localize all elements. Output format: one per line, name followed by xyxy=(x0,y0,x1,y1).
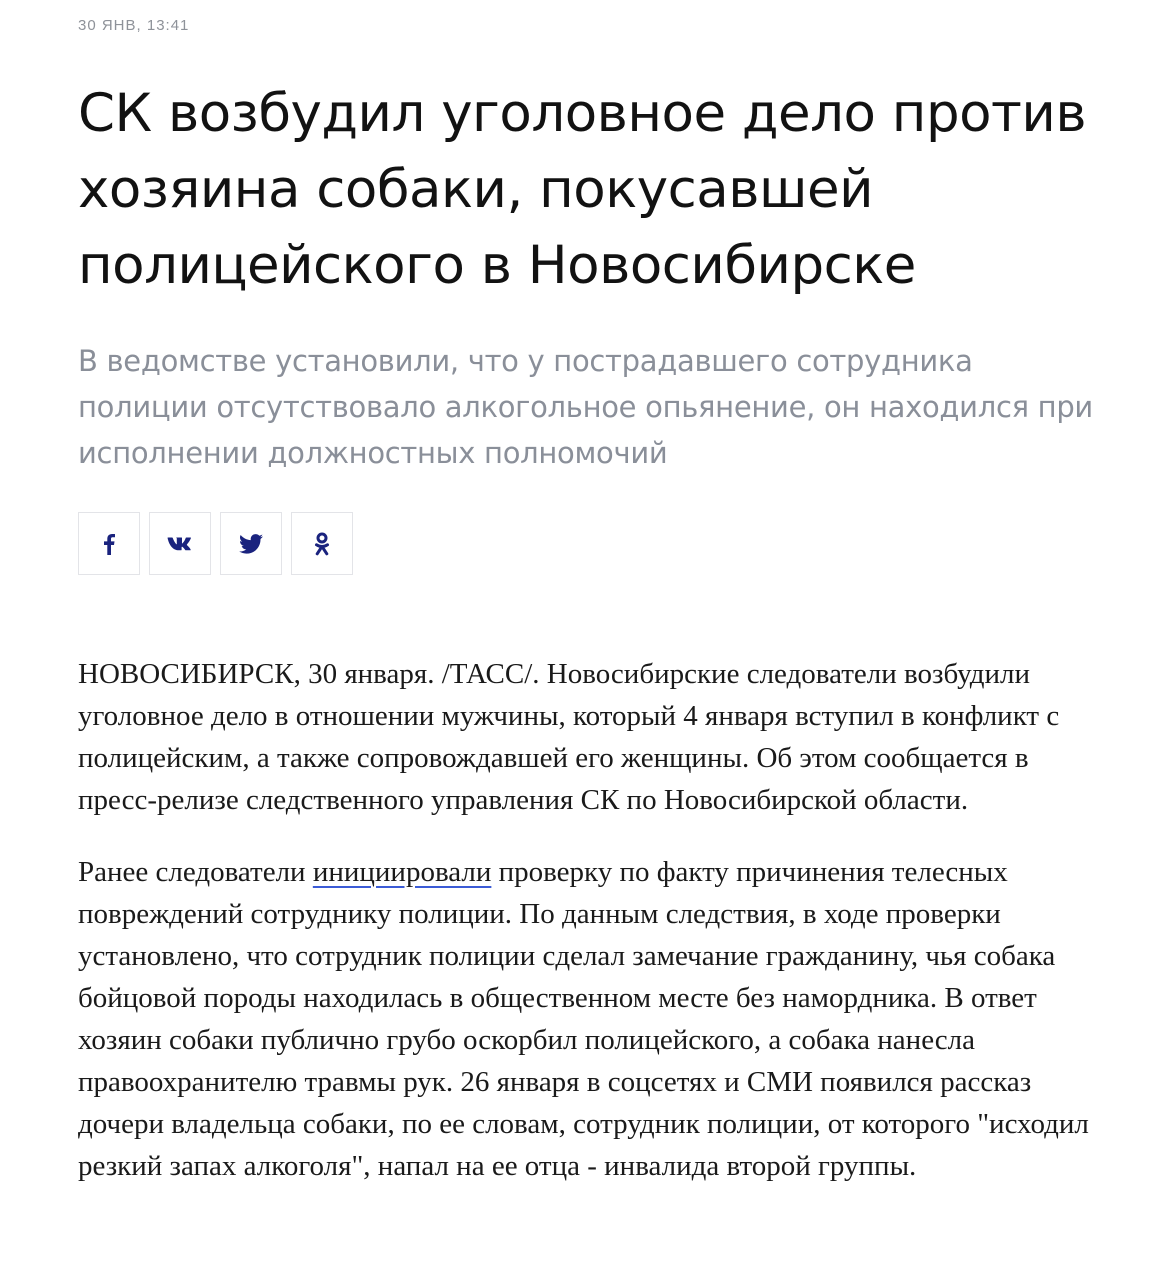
paragraph-text: Ранее следователи xyxy=(78,856,313,888)
vk-icon xyxy=(167,536,193,551)
paragraph-text: проверку по факту причинения телесных повреждений сотруднику полиции. По данным следствия, в ходе проверки установлено, что сотрудник полиции сделал замечание гражданину, чья собака бойцовой породы находилась в общественном месте без намордника. В ответ хозяин собаки публично грубо оскорбил полицейского, а собака нанесла правоохранителю травмы рук. 26 января в соцсетях и СМИ появился рассказ дочери владельца собаки, по ее словам, сотрудник полиции, от которого "исходил резкий запах алкоголя", напал на ее отца - инвалида второй группы. xyxy=(78,856,1089,1182)
article-paragraph xyxy=(78,851,1108,1187)
twitter-icon xyxy=(239,534,263,554)
share-facebook-button[interactable] xyxy=(78,512,140,575)
article-body xyxy=(78,653,1108,1217)
article-lead: В ведомстве установили, что у пострадавшего сотрудника полиции отсутствовало алкогольное опьянение, он находился при исполнении должностных полномочий xyxy=(78,344,1093,470)
facebook-icon xyxy=(103,533,115,555)
odnoklassniki-icon xyxy=(314,532,330,556)
article-headline: СК возбудил уголовное дело против хозяина собаки, покусавшей полицейского в Новосибирске xyxy=(78,83,1087,296)
share-twitter-button[interactable] xyxy=(220,512,282,575)
inline-link-initiated[interactable]: инициировали xyxy=(312,856,492,888)
share-odnoklassniki-button[interactable] xyxy=(291,512,353,575)
publish-date: 30 ЯНВ, 13:41 xyxy=(78,17,190,34)
share-buttons xyxy=(78,512,353,575)
share-vk-button[interactable] xyxy=(149,512,211,575)
article-paragraph: НОВОСИБИРСК, 30 января. /ТАСС/. Новосибирские следователи возбудили уголовное дело в отношении мужчины, который 4 января вступил в конфликт с полицейским, а также сопровождавшей его женщины. Об этом сообщается в пресс-релизе следственного управления СК по Новосибирской области. xyxy=(78,658,1060,816)
